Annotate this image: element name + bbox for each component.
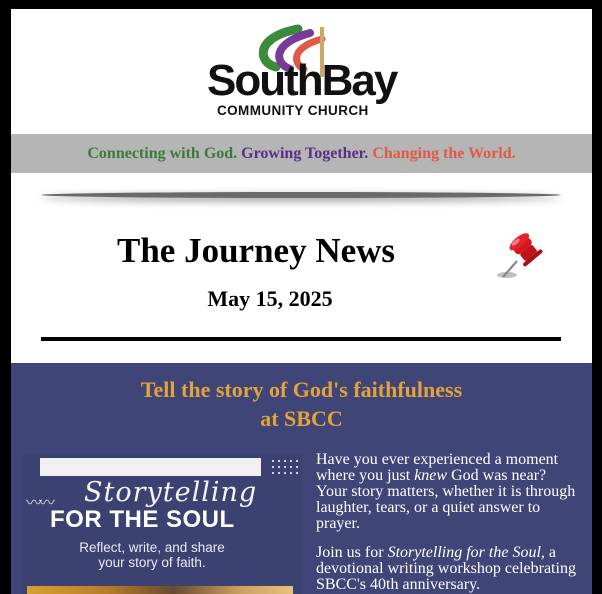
poster-subtitle: [22, 540, 282, 570]
feature-paragraph-2: [316, 545, 576, 593]
squiggle-icon: 〰〰: [26, 495, 53, 512]
poster-subtitle-line2: your story of faith.: [98, 555, 206, 570]
newsletter-title: The Journey News: [116, 231, 396, 270]
tagline-part-connecting: Connecting with God.: [87, 145, 238, 162]
section-rule: [41, 337, 561, 341]
paragraph1-text-a: Have you ever experienced a moment where you just: [316, 451, 559, 484]
poster-top-bar: [40, 458, 261, 476]
tagline-bar: [11, 134, 592, 173]
shadow-divider: [41, 192, 561, 198]
feature-heading-line2: at SBCC: [260, 406, 343, 431]
paragraph2-text-a: Join us for: [316, 544, 388, 561]
poster-main-title: FOR THE SOUL: [50, 506, 235, 533]
feature-heading: [11, 375, 592, 433]
paragraph1-emphasis: knew: [414, 467, 448, 484]
poster-subtitle-line1: Reflect, write, and share: [79, 540, 225, 555]
pushpin-icon: [493, 231, 553, 283]
newsletter-frame: [11, 9, 592, 594]
logo-subtitle: COMMUNITY CHURCH: [217, 103, 369, 118]
feature-body: [316, 452, 576, 594]
header-logo-area: [11, 9, 592, 134]
paragraph2-text-b: , a devotional writing workshop celebrating SBCC's 40th anniversary.: [316, 544, 576, 593]
paragraph2-emphasis: Storytelling for the Soul: [387, 544, 541, 561]
feature-section: [11, 363, 592, 594]
poster-dot-pattern: [270, 458, 298, 478]
poster-script-title: Storytelling: [84, 477, 258, 508]
feature-heading-line1: Tell the story of God's faithfulness: [140, 377, 463, 402]
paragraph1-text-b: God was near? Your story matters, whether it is through laughter, tears, or a quiet answer to prayer.: [316, 467, 576, 532]
newsletter-date: May 15, 2025: [207, 286, 333, 311]
logo-wordmark: SouthBay: [207, 56, 397, 105]
feature-paragraph-1: [316, 452, 576, 532]
tagline-part-growing: Growing Together.: [241, 145, 369, 162]
tagline-part-changing: Changing the World.: [372, 145, 516, 162]
poster-photo: [27, 586, 293, 594]
storytelling-poster: [22, 454, 302, 594]
